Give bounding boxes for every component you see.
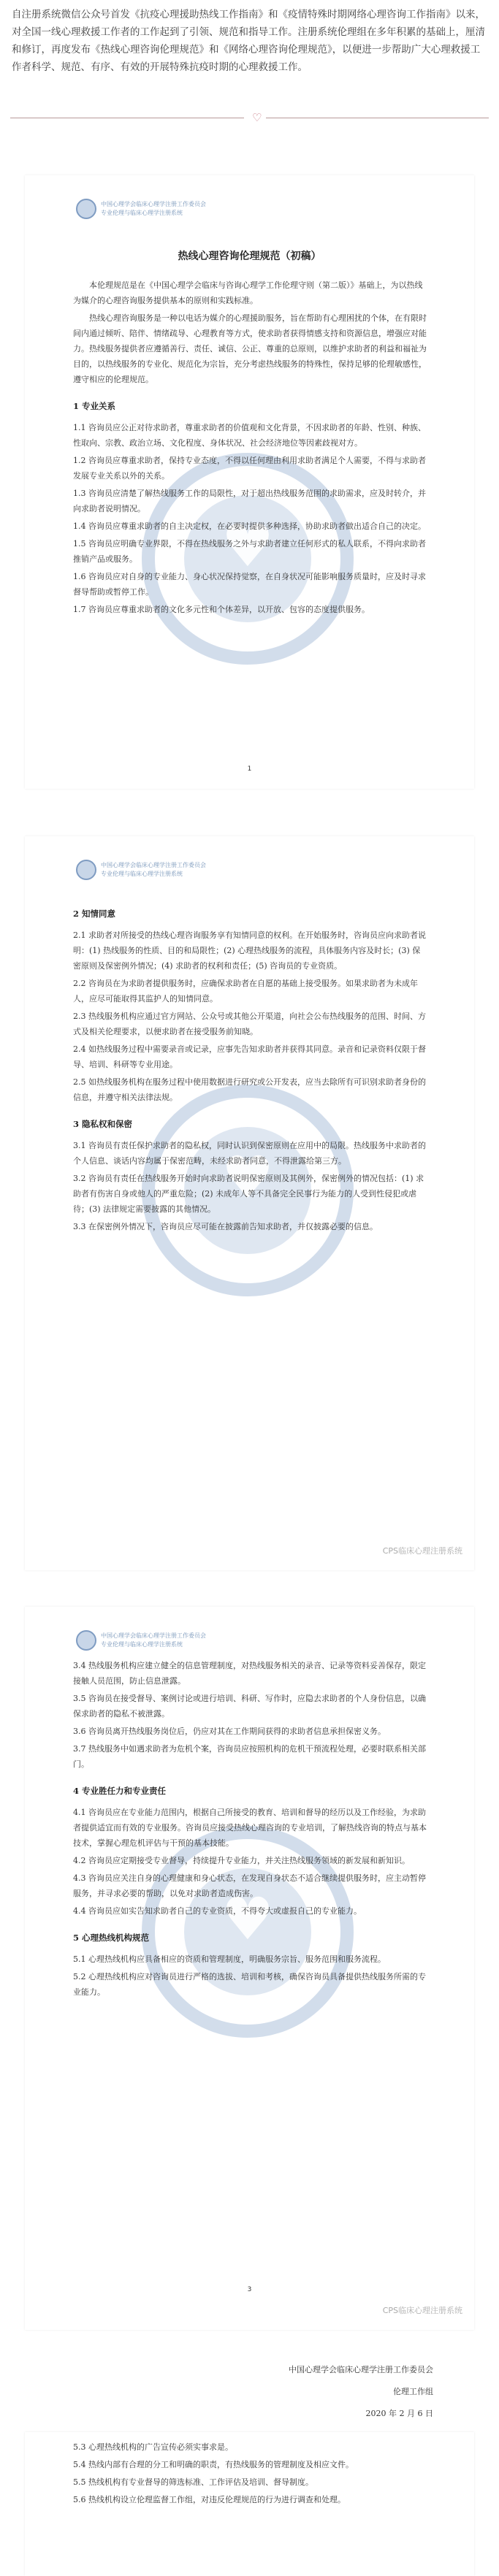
watermark-emblem: ♥ [142, 1826, 354, 2038]
document-page-1 [25, 175, 474, 789]
document-page-4 [25, 2432, 474, 2576]
page-number: 1 [247, 765, 252, 773]
page-4-content: 5.3 心理热线机构的广告宣传必须实事求是。 5.4 热线内部有合理的分工和明确的职责，有热线服务的管理制度及相应文件。 5.5 热线机构有专业督导的筛选标准、工作评估及培训、督导制度。 5.6 热线机构设立伦理监督工作组，对违反伦理规范的行为进行调查和处理。 [73, 2442, 354, 2504]
watermark-label: CPS临床心理注册系统 [382, 1546, 462, 1556]
page-3-content: 3.4 热线服务机构应建立健全的信息管理制度，对热线服务相关的录音、记录等资料妥善保存，限定接触人员范围，防止信息泄露。 3.5 咨询员在接受督导、案例讨论或进行培训、科研、写作时，应隐去求助者的个人身份信息，以确保求助者的隐私不被泄露。 3.6 咨询员离开热线服务岗位后，仍应对其在工作期间获得的求助者信息承担保密义务。 3.7 热线服务中如遇求助者为危机个案，咨询员应按照机构的危机干预流程处理，必要时联系相关部门。 4 专业胜任力和专业责任 4.1 咨询员应在专业能力范围内，根据自己所接受的教育、培训和督导的经历以及工作经验，为求助者提供适宜而有效的专业服务。咨询员应接受热线心理咨询的专业培训，了解热线咨询的特点与基本技术，掌握心理危机评估与干预的基本技能。 4.2 咨询员应定期接受专业督导，持续提升专业能力，并关注热线服务领域的新发展和新知识。 4.3 咨询员应关注自身的心理健康和身心状态，在发现自身状态不适合继续提供服务时，应主动暂停服务，并寻求必要的帮助，以免对求助者造成伤害。 4.4 咨询员应如实告知求助者自己的专业资质，不得夸大或虚报自己的专业能力。 5 心理热线机构规范 5.1 心理热线机构应具备相应的资质和管理制度，明确服务宗旨、服务范围和服务流程。 5.2 心理热线机构应对咨询员进行严格的选拔、培训和考核，确保咨询员具备提供热线服务所需的专业能力。 [73, 1661, 427, 1997]
watermark-emblem: ♥ [142, 1085, 354, 1296]
page-number: 3 [247, 2286, 252, 2293]
org-emblem-icon [76, 1630, 96, 1651]
section-divider [10, 111, 489, 126]
watermark-label: CPS临床心理注册系统 [382, 2306, 462, 2315]
section-heading: 3 隐私权和保密 [73, 1119, 133, 1129]
page-2-content: 2 知情同意 2.1 求助者对所接受的热线心理咨询服务享有知情同意的权利。在开始服务时，咨询员应向求助者说明：(1) 热线服务的性质、目的和局限性；(2) 心理热线服务的流程，具体服务内容及时长；(3) 保密原则及保密例外情况；(4) 求助者的权利和责任；(5) 咨询员的专业资质。 2.2 咨询员在为求助者提供服务时，应确保求助者在自愿的基础上接受服务。如果求助者为未成年人，应尽可能取得其监护人的知情同意。 2.3 热线服务机构应通过官方网站、公众号或其他公开渠道，向社会公布热线服务的范围、时间、方式及相关伦理要求，以便求助者在接受服务前知晓。 2.4 如热线服务过程中需要录音或记录，应事先告知求助者并获得其同意。录音和记录资料仅限于督导、培训、科研等专业用途。 2.5 如热线服务机构在服务过程中使用数据进行研究或公开发表，应当去除所有可识别求助者身份的信息，并遵守相关法律法规。 3 隐私权和保密 3.1 咨询员有责任保护求助者的隐私权，同时认识到保密原则在应用中的局限。热线服务中求助者的个人信息、谈话内容均属于保密范畴，未经求助者同意，不得泄露给第三方。 3.2 咨询员有责任在热线服务开始时向求助者说明保密原则及其例外，保密例外的情况包括：(1) 求助者有伤害自身或他人的严重危险；(2) 未成年人等不具备完全民事行为能力的人受到性侵犯或虐待；(3) 法律规定需要披露的其他情况。 3.3 在保密例外情况下，咨询员应尽可能在披露前告知求助者，并仅披露必要的信息。 [73, 895, 427, 1237]
section-heading: 1 专业关系 [73, 401, 116, 411]
heart-icon: ♡ [252, 111, 262, 124]
document-page-2 [25, 836, 474, 1570]
section-heading: 5 心理热线机构规范 [73, 1933, 150, 1943]
document-page-3 [25, 1607, 474, 2330]
org-logo: 中国心理学会临床心理学注册工作委员会 专业伦理与临床心理学注册系统 [76, 197, 164, 226]
org-logo: 中国心理学会临床心理学注册工作委员会 专业伦理与临床心理学注册系统 [76, 858, 164, 887]
org-logo: 中国心理学会临床心理学注册工作委员会 专业伦理与临床心理学注册系统 [76, 1629, 164, 1658]
org-emblem-icon [76, 860, 96, 880]
signoff: 中国心理学会临床心理学注册工作委员会 伦理工作组 2020 年 2 月 6 日 [289, 2365, 433, 2418]
section-heading: 4 专业胜任力和专业责任 [73, 1786, 167, 1796]
document-title: 热线心理咨询伦理规范（初稿） [178, 251, 321, 262]
section-heading: 2 知情同意 [73, 909, 116, 919]
org-emblem-icon [76, 199, 96, 219]
watermark-emblem: ♥ [142, 453, 354, 665]
page-1-content: 本伦理规范是在《中国心理学会临床与咨询心理学工作伦理守则（第二版）》基础上，为以热线为媒介的心理咨询服务提供基本的原则和实践标准。 热线心理咨询服务是一种以电话为媒介的心理援助服务，旨在帮助有心理困扰的个体，在有限时间内通过倾听、陪伴、情绪疏导、心理教育等方式，使求助者获得情感支持和资源信息，增强应对能力。热线服务提供者应遵循善行、责任、诚信、公正、尊重的总原则，以维护求助者的利益和福祉为目的，以热线服务的专业化、规范化为宗旨，充分考虑热线服务的特殊性，保持足够的伦理敏感性，遵守相应的伦理规范。 1 专业关系 1.1 咨询员应公正对待求助者，尊重求助者的价值观和文化背景，不因求助者的年龄、性别、种族、性取向、宗教、政治立场、文化程度、身体状况、社会经济地位等因素歧视对方。 1.2 咨询员应尊重求助者，保持专业态度，不得以任何理由利用求助者满足个人需要，不得与求助者发展专业关系以外的关系。 1.3 咨询员应清楚了解热线服务工作的局限性，对于超出热线服务范围的求助需求，应及时转介，并向求助者说明情况。 1.4 咨询员应尊重求助者的自主决定权，在必要时提供多种选择，协助求助者做出适合自己的决定。 1.5 咨询员应明确专业界限，不得在热线服务之外与求助者建立任何形式的私人联系，不得向求助者推销产品或服务。 1.6 咨询员应对自身的专业能力、身心状况保持觉察，在自身状况可能影响服务质量时，应及时寻求督导帮助或暂停工作。 1.7 咨询员应尊重求助者的文化多元性和个体差异，以开放、包容的态度提供服务。 [73, 280, 427, 614]
intro-paragraph: 自注册系统微信公众号首发《抗疫心理援助热线工作指南》和《疫情特殊时期网络心理咨询工作指南》以来，对全国一线心理救援工作者的工作起到了引领、规范和指导工作。注册系统伦理组在多年积累的基础上，厘清和修订，再度发布《热线心理咨询伦理规范》和《网络心理咨询伦理规范》，以便进一步帮助广大心理救援工作者科学、规范、有序、有效的开展特殊抗疫时期的心理救援工作。 [12, 9, 485, 73]
